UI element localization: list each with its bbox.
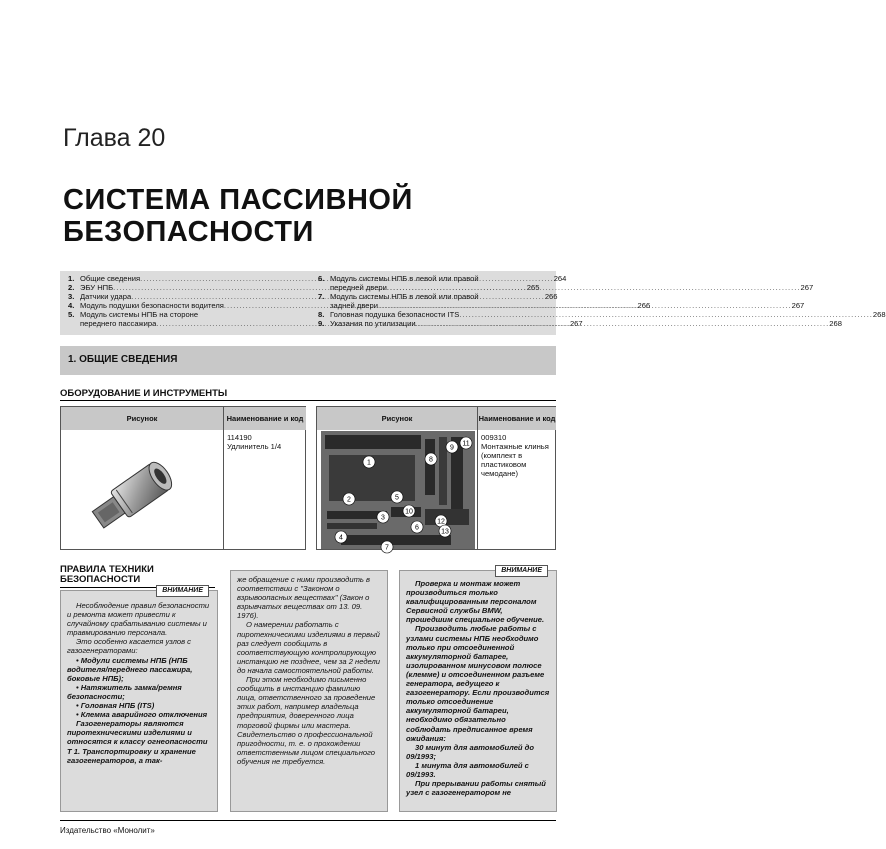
svg-text:12: 12	[437, 518, 445, 526]
toc-row: 3. Датчики удара ..... 266	[68, 293, 303, 302]
chapter-title-line-1: СИСТЕМА ПАССИВНОЙ	[63, 184, 413, 216]
tool-code: 114190	[227, 433, 252, 442]
svg-text:1: 1	[367, 459, 371, 467]
kit-label	[403, 505, 415, 517]
section-header: 1. ОБЩИЕ СВЕДЕНИЯ	[60, 346, 556, 375]
table-of-contents	[60, 271, 886, 335]
tool-table-1	[60, 406, 306, 550]
tool-code: 009310	[481, 433, 507, 442]
svg-text:9: 9	[450, 444, 454, 452]
kit-label	[363, 456, 375, 468]
kit-label	[425, 453, 437, 465]
toc-row: 9. Указания по утилизации ..... 268	[318, 320, 550, 329]
svg-text:7: 7	[385, 544, 389, 552]
kit-label	[439, 525, 451, 537]
kit-label	[391, 491, 403, 503]
table-head-picture: Рисунок	[317, 407, 477, 430]
kit-label	[381, 541, 393, 553]
toc-row: задней двери ..... 267	[318, 302, 550, 311]
table-head-picture: Рисунок	[61, 407, 223, 430]
footer-divider	[60, 820, 556, 821]
kit-label	[411, 521, 423, 533]
safety-column-3: ВНИМАНИЕ Проверка и монтаж может производиться только квалифицированным персоналом Сервисной службы BMW, прошедшим специальное обучение. Производить любые работы с узлами системы НПБ необходимо только при отсоединенной аккумуляторной батарее, изолированном минусовом полюсе (клемме) и отсоединенном разъеме генератора, ведущего к газогенератору. Если производится только отсоединение аккумуляторной батареи, необходимо обязательно соблюдать предписанное время ожидания: 30 минут для автомобилей до 09/1993; 1 минута для автомобилей с 09/1993. При прерывании работы снятый узел с газогенератором не	[399, 570, 557, 812]
chapter-number: Глава 20	[63, 124, 166, 152]
table-head-name: Наименование и код	[224, 407, 306, 430]
toc-row: 6. Модуль системы НПБ в левой или правой	[318, 274, 479, 283]
toc-row: 5. Модуль системы НПБ на стороне	[68, 309, 199, 319]
kit-label	[446, 441, 458, 453]
toc-row: 8. Головная подушка безопасности ITS ..... 268	[318, 311, 550, 320]
svg-text:11: 11	[462, 440, 470, 448]
tool-table-2	[316, 406, 556, 550]
svg-text:2: 2	[347, 496, 351, 504]
svg-text:4: 4	[339, 534, 343, 542]
toc-row: переднего пассажира ..... 267	[68, 320, 303, 329]
chapter-title-line-2: БЕЗОПАСНОСТИ	[63, 216, 314, 248]
svg-text:5: 5	[395, 494, 399, 502]
table-head-name: Наименование и код	[478, 407, 556, 430]
svg-text:8: 8	[429, 456, 433, 464]
attention-badge: ВНИМАНИЕ	[156, 585, 209, 597]
kit-label	[377, 511, 389, 523]
toc-row: 7. Модуль системы НПБ в левой или правой	[318, 291, 479, 301]
safety-column-2: же обращение с ними производить в соответствии с "Законом о взрывоопасных веществах" (Закон о взрывчатых веществах от 13. 09. 1976). О намерении работать с пиротехническими изделиями в первый раз следует сообщить в соответствующую контролирующую инстанцию не позднее, чем за 2 недели до начала самостоятельной работы. При этом необходимо письменно сообщить в инстанцию фамилию лица, ответственного за проведение этих работ, например владельца предприятия, доверенного лица торговой фирмы или мастера. Свидетельство о профессиональной пригодности, т. е. о прохождении ответственным лицом специального обучения не требуется.	[230, 570, 388, 812]
tool-name: Удлинитель 1/4	[227, 442, 282, 451]
kit-label	[335, 531, 347, 543]
tool-name: Монтажные клинья (комплект в пластиковом чемодане)	[481, 442, 549, 478]
extension-adapter-image	[81, 447, 191, 537]
chapter-title	[63, 184, 413, 248]
equipment-heading: ОБОРУДОВАНИЕ И ИНСТРУМЕНТЫ	[60, 388, 556, 401]
svg-text:10: 10	[405, 508, 413, 516]
svg-text:3: 3	[381, 514, 385, 522]
toc-row: передней двери ..... 267	[318, 284, 550, 293]
svg-text:6: 6	[415, 524, 419, 532]
safety-column-1: ВНИМАНИЕ Несоблюдение правил безопасности и ремонта может привести к случайному срабатыванию системы и травмированию персонала. Это особенно касается узлов с газогенераторами: • Модули системы НПБ (НПБ водителя/переднего пассажира, боковые НПБ); • Натяжитель замка/ремня безопасности; • Головная НПБ (ITS) • Клемма аварийного отключения Газогенераторы являются пиротехническими изделиями и относятся к классу огнеопасности Т 1. Транспортировку и хранение газогенераторов, а так-	[60, 590, 218, 812]
publisher-footer: Издательство «Монолит»	[60, 826, 155, 835]
kit-label	[460, 437, 472, 449]
toc-row: 1. Общие сведения ..... 264	[68, 275, 303, 284]
svg-text:13: 13	[441, 528, 449, 536]
wedge-kit-image	[321, 431, 475, 552]
kit-label	[343, 493, 355, 505]
toc-row: 2. ЭБУ НПБ ..... 265	[68, 284, 303, 293]
attention-badge: ВНИМАНИЕ	[495, 565, 548, 577]
toc-row: 4. Модуль подушки безопасности водителя ..... 266	[68, 302, 303, 311]
safety-rules-heading: ПРАВИЛА ТЕХНИКИ БЕЗОПАСНОСТИ	[60, 565, 215, 588]
